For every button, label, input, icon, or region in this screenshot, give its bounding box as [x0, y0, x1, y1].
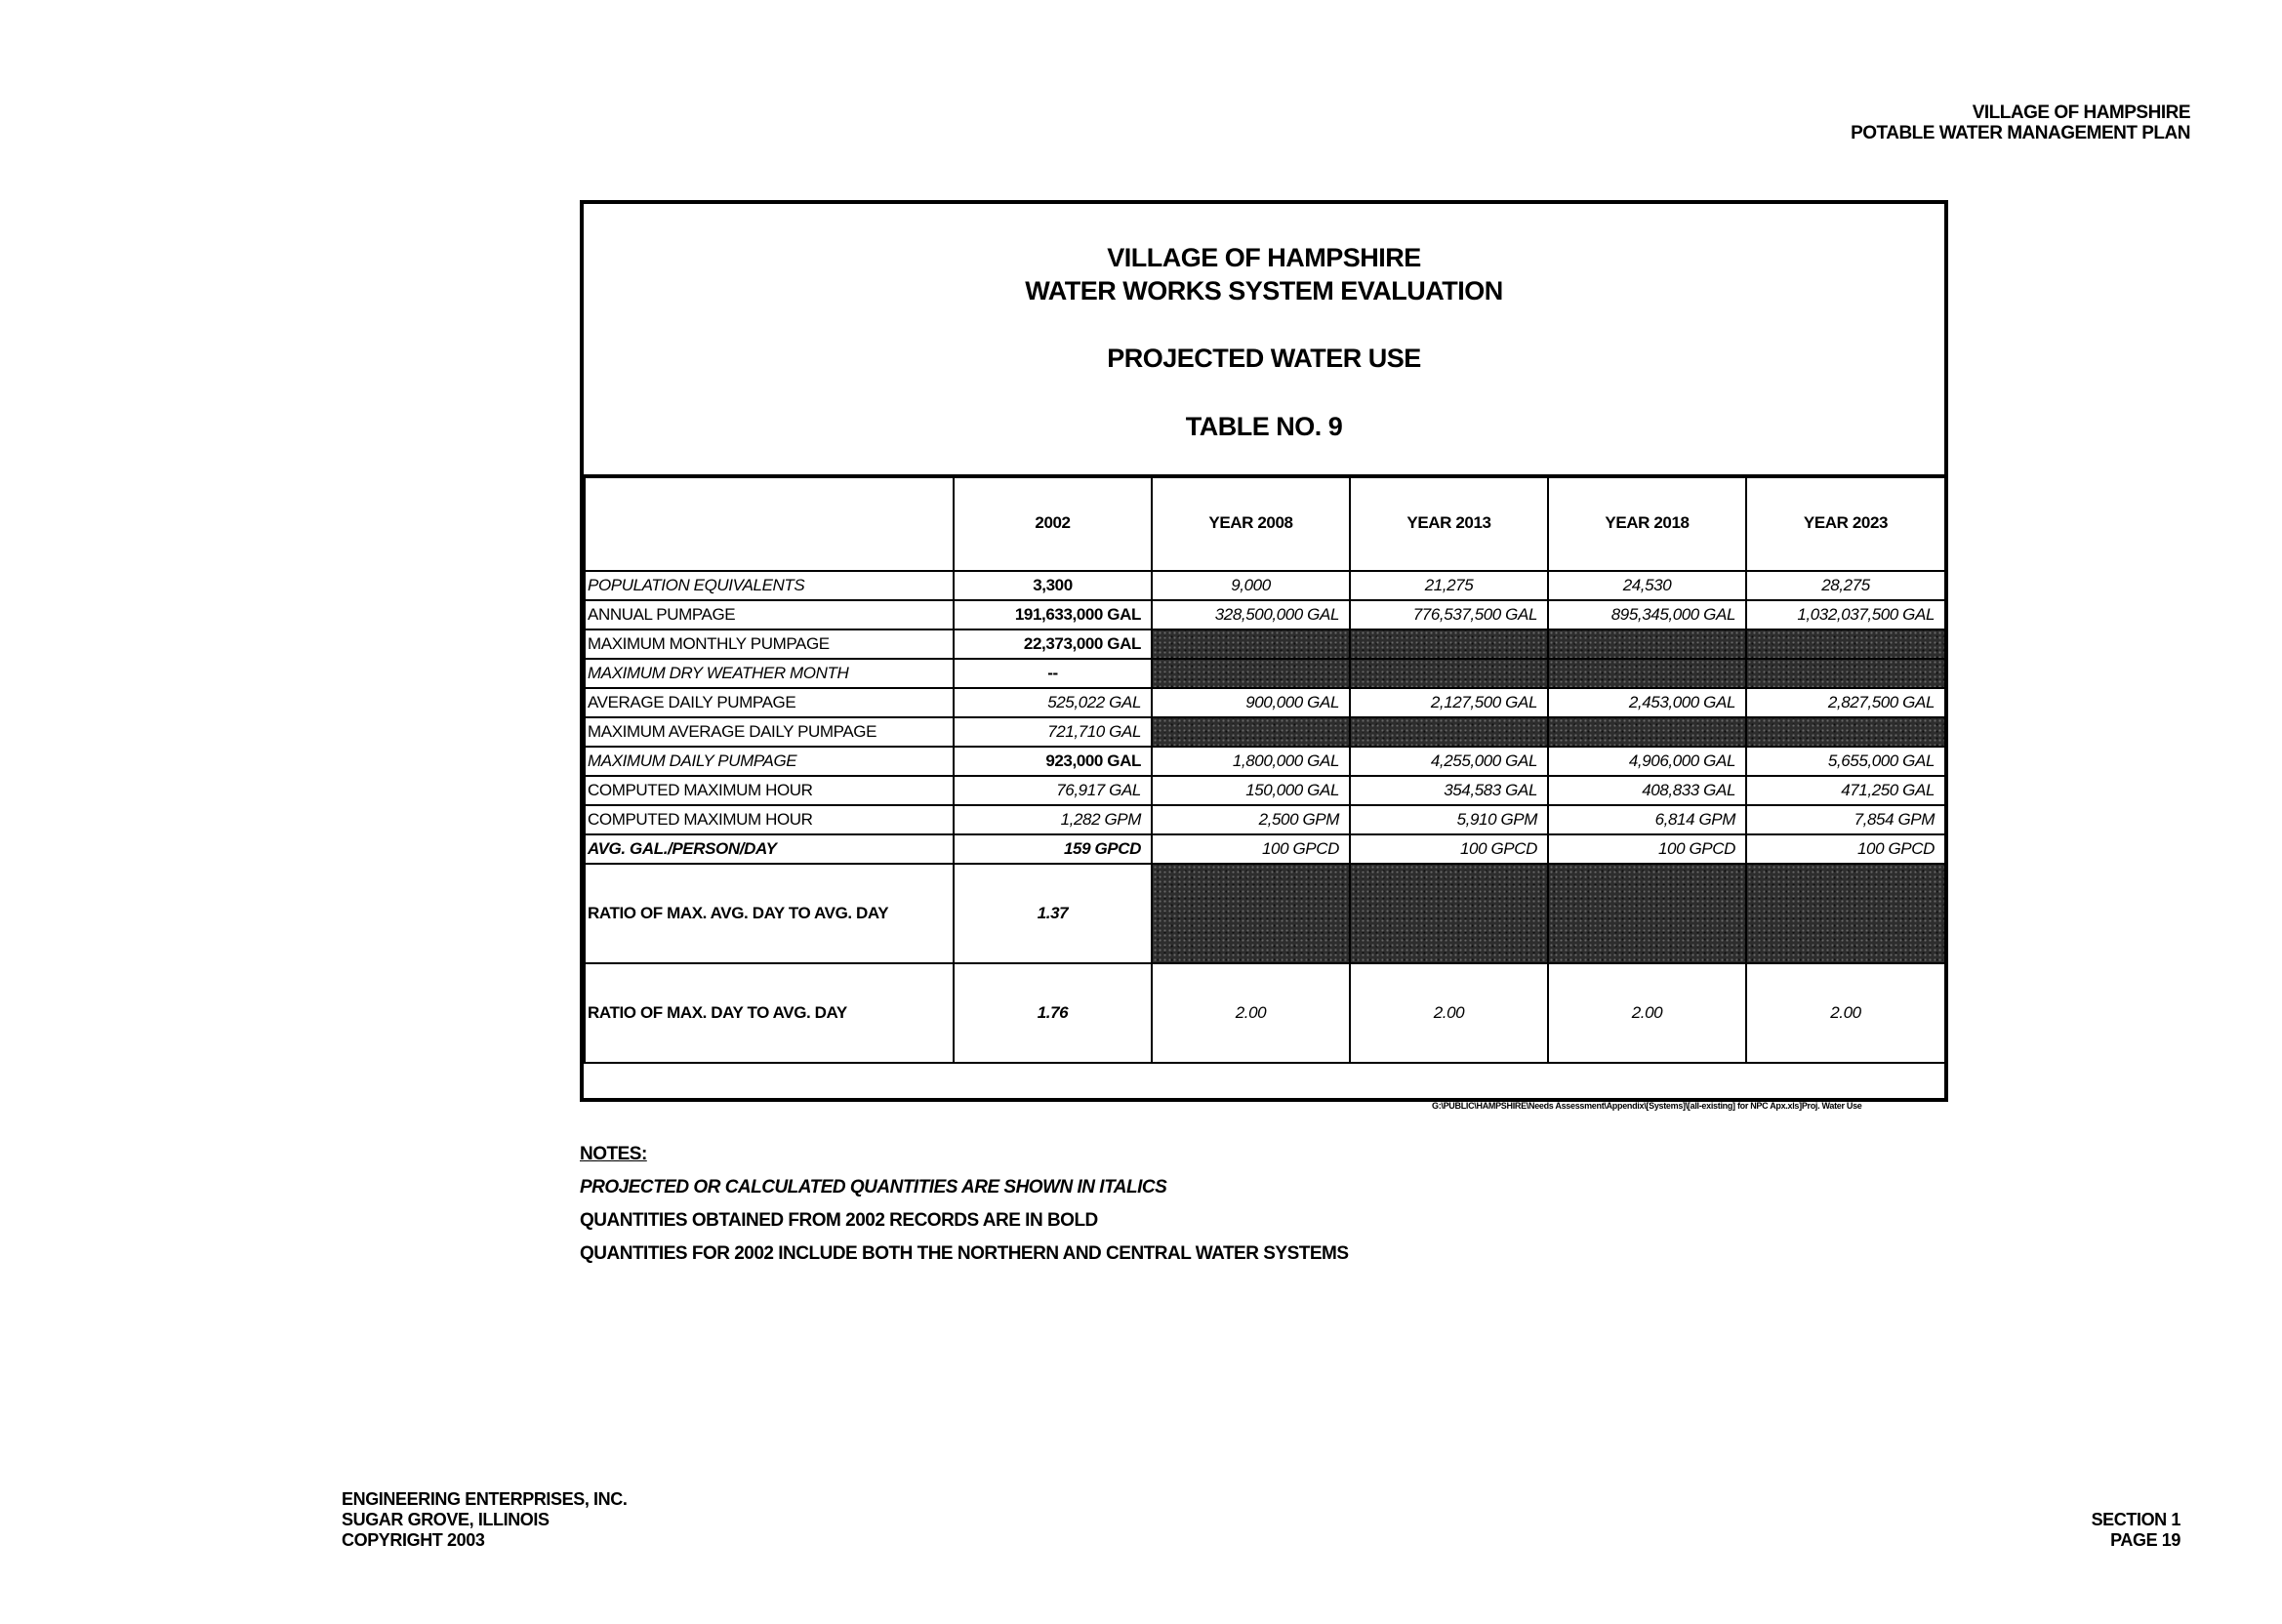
cell: 721,710 GAL: [954, 717, 1152, 747]
cell: 21,275: [1350, 571, 1548, 600]
shaded-cell: [1152, 659, 1350, 688]
cell: 7,854 GPM: [1746, 805, 1945, 834]
cell: 76,917 GAL: [954, 776, 1152, 805]
cell: 2.00: [1746, 963, 1945, 1063]
cell: --: [954, 659, 1152, 688]
cell: 4,255,000 GAL: [1350, 747, 1548, 776]
col-header: YEAR 2023: [1746, 475, 1945, 571]
cell: 191,633,000 GAL: [954, 600, 1152, 629]
row-label: AVERAGE DAILY PUMPAGE: [585, 688, 954, 717]
cell: 1,282 GPM: [954, 805, 1152, 834]
shaded-cell: [1548, 659, 1746, 688]
cell: 2,453,000 GAL: [1548, 688, 1746, 717]
cell: 150,000 GAL: [1152, 776, 1350, 805]
shaded-cell: [1746, 717, 1945, 747]
row-label: COMPUTED MAXIMUM HOUR: [585, 776, 954, 805]
table-title-box: [584, 204, 1944, 478]
shaded-cell: [1350, 629, 1548, 659]
note-systems: QUANTITIES FOR 2002 INCLUDE BOTH THE NORTHERN AND CENTRAL WATER SYSTEMS: [580, 1243, 1349, 1264]
cell: 5,655,000 GAL: [1746, 747, 1945, 776]
shaded-cell: [1152, 629, 1350, 659]
table-row: [585, 963, 1945, 1063]
cell: 525,022 GAL: [954, 688, 1152, 717]
cell: 22,373,000 GAL: [954, 629, 1152, 659]
row-label: MAXIMUM DAILY PUMPAGE: [585, 747, 954, 776]
table-row: [585, 864, 1945, 963]
header-blank: [585, 475, 954, 571]
note-italics: PROJECTED OR CALCULATED QUANTITIES ARE SHOWN IN ITALICS: [580, 1177, 1167, 1198]
title-projected: PROJECTED WATER USE: [1107, 344, 1421, 373]
row-label: AVG. GAL./PERSON/DAY: [585, 834, 954, 864]
cell: 2.00: [1152, 963, 1350, 1063]
cell: 159 GPCD: [954, 834, 1152, 864]
table-row: [585, 776, 1945, 805]
col-header: YEAR 2013: [1350, 475, 1548, 571]
shaded-cell: [1746, 659, 1945, 688]
table-row: [585, 747, 1945, 776]
shaded-cell: [1746, 864, 1945, 963]
cell: 2.00: [1350, 963, 1548, 1063]
cell: 923,000 GAL: [954, 747, 1152, 776]
row-label: RATIO OF MAX. AVG. DAY TO AVG. DAY: [585, 864, 954, 963]
cell: 2,827,500 GAL: [1746, 688, 1945, 717]
cell: 9,000: [1152, 571, 1350, 600]
table-row: [585, 805, 1945, 834]
cell: 6,814 GPM: [1548, 805, 1746, 834]
cell: 2,127,500 GAL: [1350, 688, 1548, 717]
company-name: ENGINEERING ENTERPRISES, INC.: [342, 1489, 628, 1509]
cell: 471,250 GAL: [1746, 776, 1945, 805]
note-bold: QUANTITIES OBTAINED FROM 2002 RECORDS ARE IN BOLD: [580, 1210, 1098, 1231]
row-label: MAXIMUM AVERAGE DAILY PUMPAGE: [585, 717, 954, 747]
company-location: SUGAR GROVE, ILLINOIS: [342, 1510, 550, 1529]
notes-heading: NOTES:: [580, 1144, 647, 1164]
cell: 24,530: [1548, 571, 1746, 600]
cell: 2,500 GPM: [1152, 805, 1350, 834]
cell: 900,000 GAL: [1152, 688, 1350, 717]
page-header: [1851, 102, 2190, 143]
cell: 5,910 GPM: [1350, 805, 1548, 834]
shaded-cell: [1548, 717, 1746, 747]
cell: 354,583 GAL: [1350, 776, 1548, 805]
col-header: YEAR 2008: [1152, 475, 1350, 571]
table-row: [585, 600, 1945, 629]
row-label: MAXIMUM MONTHLY PUMPAGE: [585, 629, 954, 659]
cell: 1.37: [954, 864, 1152, 963]
section-number: SECTION 1: [2091, 1510, 2180, 1529]
row-label: MAXIMUM DRY WEATHER MONTH: [585, 659, 954, 688]
table-row: [585, 571, 1945, 600]
table-row: [585, 717, 1945, 747]
cell: 1,800,000 GAL: [1152, 747, 1350, 776]
shaded-cell: [1350, 717, 1548, 747]
header-line-1: VILLAGE OF HAMPSHIRE: [1972, 102, 2190, 123]
cell: 100 GPCD: [1548, 834, 1746, 864]
shaded-cell: [1152, 717, 1350, 747]
cell: 100 GPCD: [1350, 834, 1548, 864]
cell: 4,906,000 GAL: [1548, 747, 1746, 776]
row-label: ANNUAL PUMPAGE: [585, 600, 954, 629]
notes-section: [580, 1138, 1349, 1271]
row-label: RATIO OF MAX. DAY TO AVG. DAY: [585, 963, 954, 1063]
shaded-cell: [1350, 864, 1548, 963]
col-header: YEAR 2018: [1548, 475, 1746, 571]
copyright: COPYRIGHT 2003: [342, 1530, 485, 1550]
water-use-table: [584, 474, 1946, 1064]
cell: 408,833 GAL: [1548, 776, 1746, 805]
file-path: G:\PUBLIC\HAMPSHIRE\Needs Assessment\Appendix\[Systems]\[all-existing] for NPC Apx.xls]Proj. Water Use: [1432, 1101, 1862, 1111]
row-label: COMPUTED MAXIMUM HOUR: [585, 805, 954, 834]
row-label: POPULATION EQUIVALENTS: [585, 571, 954, 600]
cell: 328,500,000 GAL: [1152, 600, 1350, 629]
header-line-2: POTABLE WATER MANAGEMENT PLAN: [1851, 123, 2190, 143]
table-row: [585, 629, 1945, 659]
table-row: [585, 659, 1945, 688]
table-header-row: [585, 475, 1945, 571]
cell: 3,300: [954, 571, 1152, 600]
shaded-cell: [1350, 659, 1548, 688]
cell: 1.76: [954, 963, 1152, 1063]
shaded-cell: [1548, 864, 1746, 963]
table-frame: [580, 200, 1948, 1102]
cell: 895,345,000 GAL: [1548, 600, 1746, 629]
col-header: 2002: [954, 475, 1152, 571]
footer-company: [342, 1489, 627, 1551]
page-number: PAGE 19: [2110, 1530, 2180, 1550]
table-row: [585, 834, 1945, 864]
footer-section: [2092, 1510, 2180, 1551]
shaded-cell: [1548, 629, 1746, 659]
cell: 28,275: [1746, 571, 1945, 600]
table-row: [585, 688, 1945, 717]
cell: 1,032,037,500 GAL: [1746, 600, 1945, 629]
cell: 2.00: [1548, 963, 1746, 1063]
title-village: VILLAGE OF HAMPSHIRE: [1107, 243, 1421, 272]
cell: 100 GPCD: [1152, 834, 1350, 864]
shaded-cell: [1152, 864, 1350, 963]
cell: 776,537,500 GAL: [1350, 600, 1548, 629]
cell: 100 GPCD: [1746, 834, 1945, 864]
title-evaluation: WATER WORKS SYSTEM EVALUATION: [1025, 276, 1503, 305]
shaded-cell: [1746, 629, 1945, 659]
title-table-number: TABLE NO. 9: [1185, 412, 1343, 441]
